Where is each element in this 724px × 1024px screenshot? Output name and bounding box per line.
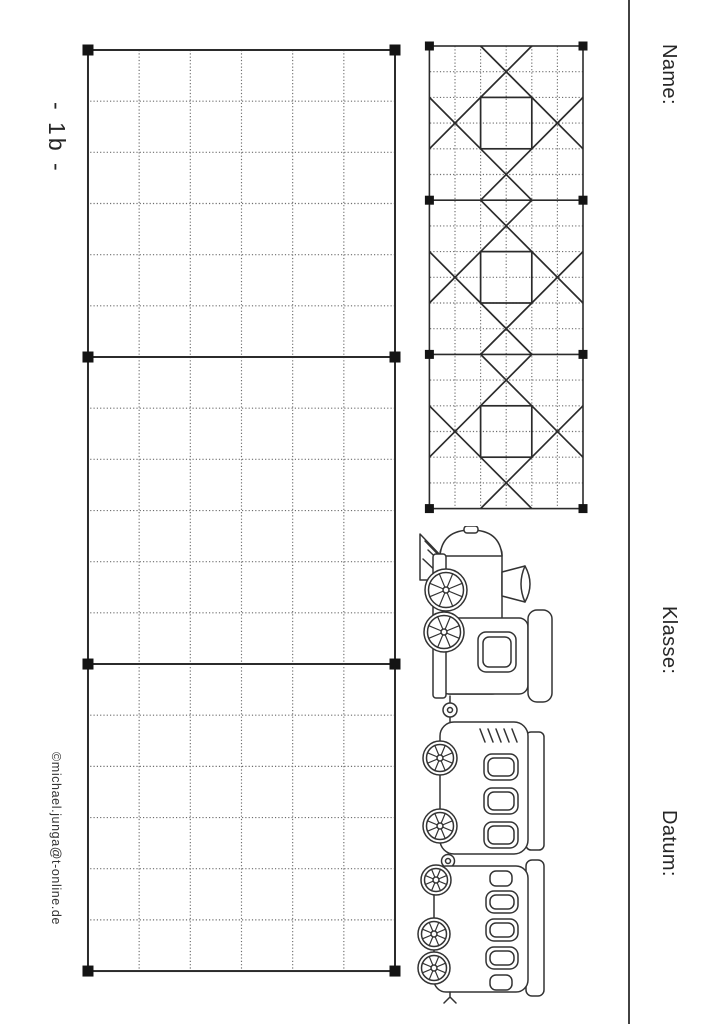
cab-roof — [528, 610, 552, 702]
header-rule — [628, 0, 630, 1024]
boiler-front-cap — [440, 530, 502, 556]
coupling-1 — [443, 696, 457, 722]
front-knob — [464, 526, 478, 533]
copyright-label: ©michael.junga@t-online.de — [49, 752, 63, 926]
funnel-stack — [502, 566, 530, 602]
train-illustration — [408, 526, 558, 1004]
page-id-label: - 1b - — [44, 102, 70, 174]
cab-window-inner — [483, 637, 511, 667]
name-field-label: Name: — [658, 44, 680, 105]
rear-hook — [444, 992, 456, 1003]
practice-copy-grid — [80, 42, 403, 979]
pattern-example-grid — [421, 38, 591, 517]
klasse-field-label: Klasse: — [658, 606, 680, 675]
datum-field-label: Datum: — [658, 810, 680, 877]
